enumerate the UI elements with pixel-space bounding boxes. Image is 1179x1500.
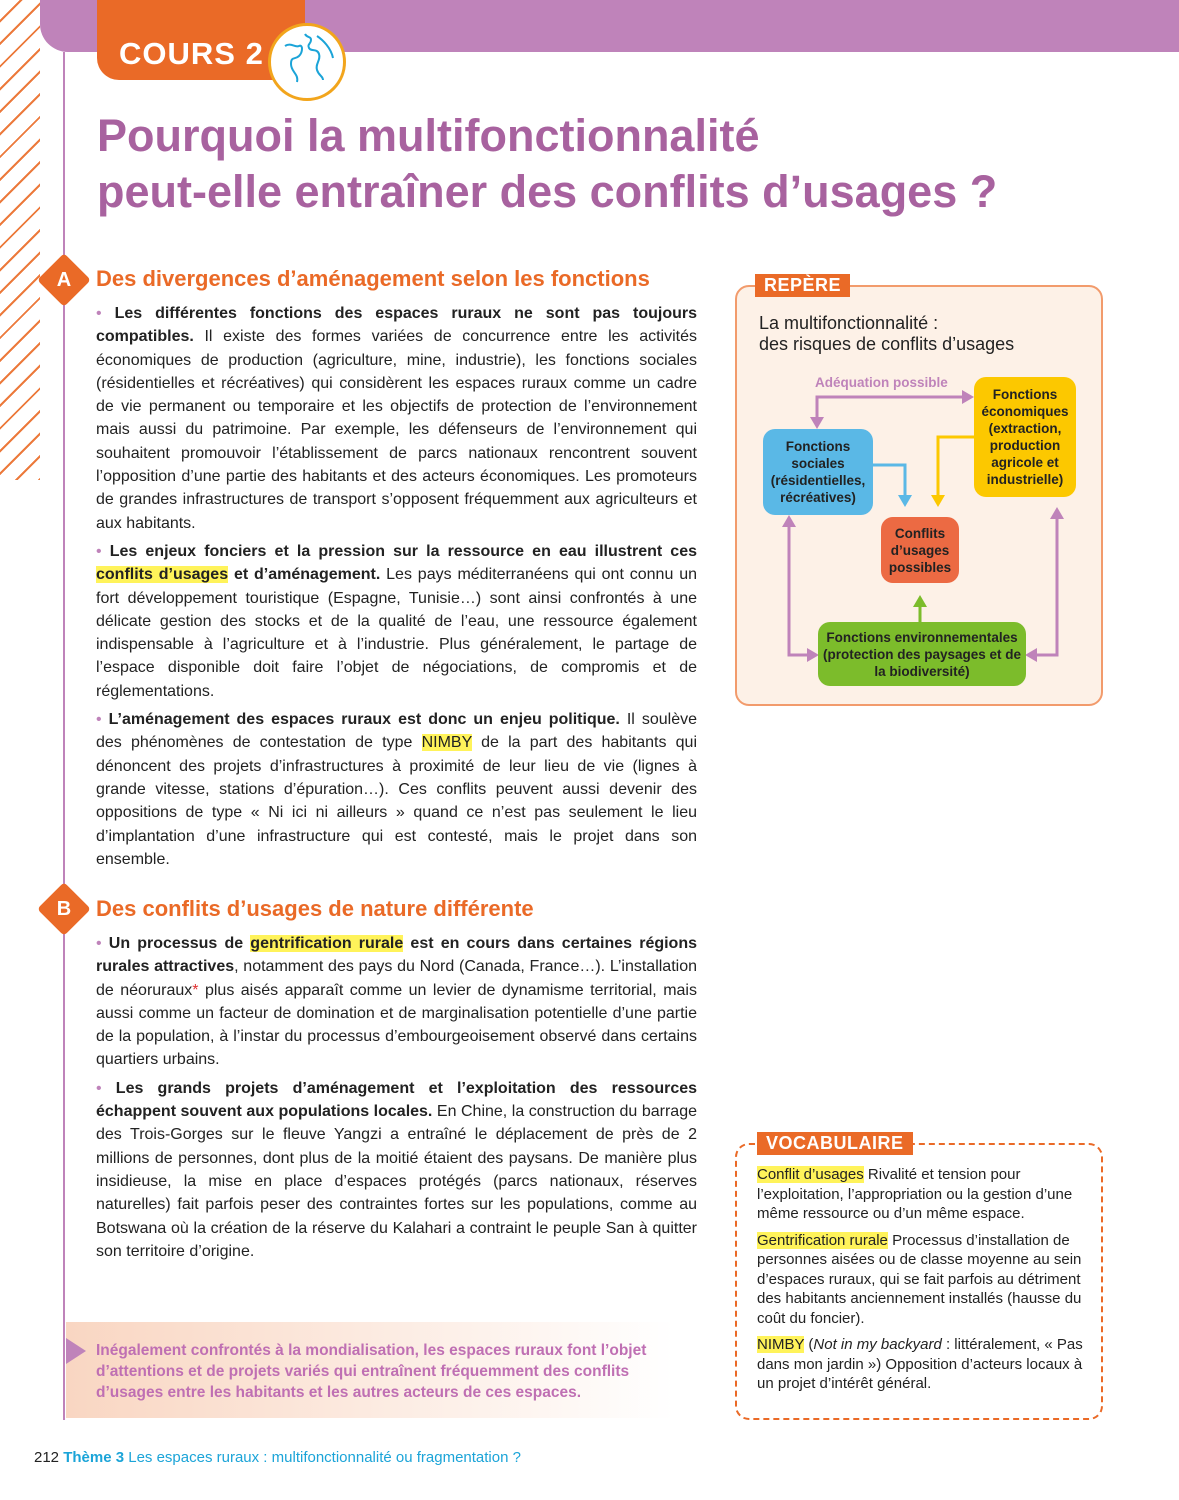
text-segment: Les enjeux fonciers et la pression sur la ressource en eau illustrent ces <box>109 542 698 560</box>
text-segment: , notamment des pays du Nord (Canada, France…). L’installation de néoruraux <box>96 958 698 999</box>
page-number: 212 <box>34 1449 60 1466</box>
vocab-entry <box>757 1335 1087 1394</box>
text-segment: Les grands projets d’aménagement et l’exploitation des ressources échappent souvent aux populations locales. <box>96 1079 698 1121</box>
paragraph <box>96 932 697 1072</box>
section-a-text <box>96 302 697 876</box>
vocab-def: : littéralement, « Pas dans mon jardin ») Opposition d’acteurs locaux à un projet d’intérêt général. <box>757 1336 1083 1392</box>
paragraph <box>96 302 697 535</box>
paragraph <box>96 1077 697 1263</box>
text-segment: de la part des habitants qui dénoncent des projets d’infrastructures à proximité de leur lieu de vie (lignes à grande vitesse, stations d’épuration…). Ces conflits peuvent aussi devenir des oppositions de type « Ni ici ni ailleurs » quand ce n’est pas seulement le lieu d’implantation d’une infrastructure qui est contesté, mais le projet dans son ensemble. <box>96 734 697 868</box>
box-conflits: Conflits d’usages possibles <box>881 517 959 583</box>
repere-tag: REPÈRE <box>755 274 850 297</box>
text-segment: Les pays méditerranéens qui ont connu un fort développement touristique (Espagne, Tunisie…) sont ainsi confrontés à une délicate gestion des stocks et de la qualité de l’eau, une ressource également indispensable à l’agriculture et à l’industrie. Plus généralement, le partage de l’espace disponible doit faire l’objet de négociations, de compromis et de réglementations. <box>96 566 697 700</box>
footer-theme: Thème 3 <box>63 1449 125 1466</box>
box-fonctions-sociales: Fonctions sociales (résidentielles, récréatives) <box>763 429 873 515</box>
highlighted-term: conflits d’usages <box>96 566 229 584</box>
section-a-heading: Des divergences d’aménagement selon les fonctions <box>96 266 650 291</box>
vocab-term: Conflit d’usages <box>757 1166 864 1183</box>
vocab-paren: ( <box>804 1336 814 1353</box>
section-b-badge: B <box>37 882 91 936</box>
bullet-icon: • <box>96 305 115 322</box>
paragraph <box>96 540 697 703</box>
conclusion-box <box>66 1322 706 1418</box>
arrow-label: Adéquation possible <box>815 375 948 390</box>
vocab-term: NIMBY <box>757 1336 805 1353</box>
globe-icon <box>268 23 346 101</box>
vocab-entry <box>757 1231 1087 1329</box>
box-fonctions-economiques: Fonctions économiques (extraction, production agricole et industrielle) <box>974 377 1076 497</box>
page-title: Pourquoi la multifonctionnalité peut-elle entraîner des conflits d’usages ? <box>97 110 998 217</box>
text-segment: est en cours dans certaines régions rurales attractives <box>96 935 698 976</box>
footer-title: Les espaces ruraux : multifonctionnalité ou fragmentation ? <box>128 1449 521 1466</box>
bullet-icon: • <box>96 542 110 560</box>
triangle-icon <box>66 1338 86 1364</box>
highlighted-term: gentrification rurale <box>250 935 404 952</box>
vocab-def: Processus d’installation de personnes aisées ou de classe moyenne au sein d’espaces ruraux, qui se fait parfois au détriment des habitants anciennement installés (hausse du coût du foncier). <box>757 1231 1082 1327</box>
box-fonctions-environnementales: Fonctions environnementales (protection des paysages et de la biodiversité) <box>818 622 1026 686</box>
vocab-entry <box>757 1165 1087 1224</box>
conclusion-text: Inégalement confrontés à la mondialisation, les espaces ruraux font l’objet d’attentions et de projets variés qui entraînent fréquemment des conflits d’usages entre les habitants et les autres acteurs de ces espaces. <box>96 1342 647 1401</box>
text-segment: Les différentes fonctions des espaces ruraux ne sont pas toujours compatibles. <box>96 305 698 346</box>
vocab-italic: Not in my backyard <box>813 1336 942 1353</box>
footer <box>34 1449 521 1466</box>
vocabulaire-tag: VOCABULAIRE <box>757 1132 913 1155</box>
decorative-stripes <box>0 0 40 480</box>
text-segment: L’aménagement des espaces ruraux est donc un enjeu politique. <box>108 711 620 729</box>
text-segment: et d’aménagement. <box>228 566 381 584</box>
section-b-text <box>96 932 697 1268</box>
text-segment: Il existe des formes variées de concurrence entre les activités économiques de production (agriculture, mine, industrie), les fonctions sociales (résidentielles et récréatives) qui considèrent les espaces ruraux comme un cadre de vie permanent ou temporaire et les objectifs de protection de l’environnement mais aussi du patrimoine. Par exemple, les défenseurs de l’environnement qui souhaitent promouvoir l’établissement de parcs nationaux rencontrent souvent l’opposition d’une partie des habitants et des acteurs économiques. Les promoteurs de grandes infrastructures de transport s’opposent fréquemment aux agriculteurs et aux habitants. <box>96 328 697 532</box>
section-a-badge: A <box>37 253 91 307</box>
section-b-heading: Des conflits d’usages de nature différente <box>96 896 534 921</box>
bullet-icon: • <box>96 711 109 729</box>
repere-box <box>735 275 1103 706</box>
text-segment: plus aisés apparaît comme un levier de dynamisme territorial, mais aussi comme un facteur de domination et de marginalisation potentielle d’une partie de la population, à l’instar du processus d’embourgeoisement observé dans certains quartiers urbains. <box>96 981 697 1069</box>
paragraph <box>96 708 697 871</box>
repere-title: La multifonctionnalité : des risques de conflits d’usages <box>759 313 1015 354</box>
vocab-term: Gentrification rurale <box>757 1231 888 1249</box>
text-segment: En Chine, la construction du barrage des Trois-Gorges sur le fleuve Yangzi a entraîné le déplacement de près de 2 millions de personnes, dont plus de la moitié étaient des paysans. De manière plus insidieuse, la mise en place d’espaces protégés (parcs nationaux, réserves naturelles) fait parfois peser des contraintes fortes sur les populations, comme au Botswana où la création de la réserve du Kalahari a contraint le peuple San à quitter son territoire d’origine. <box>96 1103 698 1260</box>
highlighted-term: NIMBY <box>421 734 472 752</box>
text-segment: * <box>192 981 199 999</box>
vocab-def: Rivalité et tension pour l’exploitation, l’appropriation ou la gestion d’une même ressource ou d’un même espace. <box>757 1166 1073 1222</box>
bullet-icon: • <box>96 935 109 952</box>
text-segment: Un processus de <box>108 935 251 952</box>
cours-label: COURS 2 <box>97 0 305 80</box>
text-segment: Il soulève des phénomènes de contestation de type <box>96 711 698 752</box>
vocabulaire-box <box>735 1133 1103 1420</box>
bullet-icon: • <box>96 1079 116 1097</box>
